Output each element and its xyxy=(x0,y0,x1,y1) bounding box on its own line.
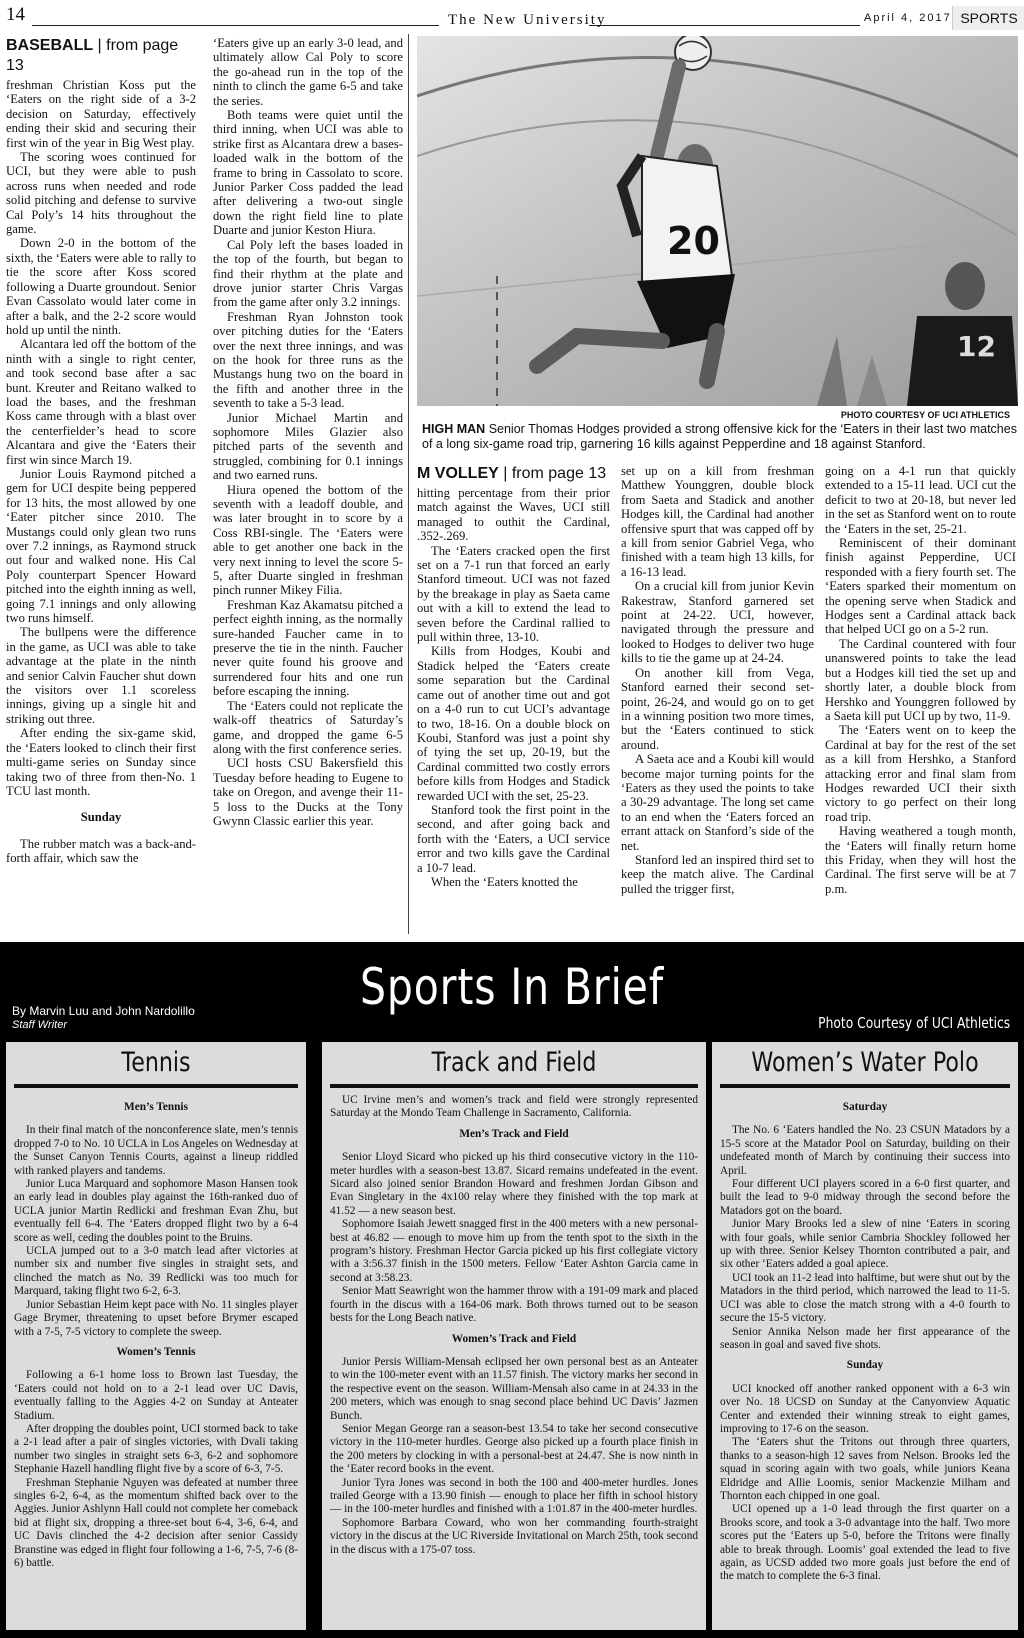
section-label: SPORTS xyxy=(952,6,1024,30)
volleyball-photo xyxy=(417,36,1018,406)
volleyball-photo-illustration xyxy=(417,36,1018,406)
caption-lead: HIGH MAN xyxy=(422,422,486,436)
paragraph: UCI took an 11-2 lead into halftime, but were shut out by the Matadors in the third period, which narrowed the lead to 11-5. UCI was able to close the match strong with a 4-0 fourth to secure the 15-5 victory. xyxy=(720,1271,1010,1325)
paragraph: When the ‘Eaters knotted the xyxy=(431,874,578,889)
heading-rule xyxy=(330,1084,698,1088)
track-intro: UC Irvine men’s and women’s track and field were strongly represented Saturday at the Mondo Team Challenge in Sacramento, California. xyxy=(330,1094,698,1120)
water-polo-heading: Women’s Water Polo xyxy=(751,1047,979,1078)
paragraph: set up on a kill from freshman Matthew Younggren, double block from Saeta and Stadick and another Hodges kill, the Cardinal had another offensive spurt that was capped off by a kill from senior Gabriel Vega, who finished with a team high 13 kills, for a 16-13 lead. xyxy=(621,464,814,579)
paragraph: The ‘Eaters shut the Tritons out through three quarters, thanks to a season-high 12 saves from Nelson. Brooks led the squad in scoring again with two goals, while juniors Keana Eldridge and Allie Loomis, senior Mackenzie Milham and Thornton each chipped in one goal. xyxy=(720,1436,1010,1502)
byline-role: Staff Writer xyxy=(12,1019,68,1031)
paragraph: The ‘Eaters could not replicate the walk-off theatrics of Saturday’s game, and dropped the game 6-5 along with the first conference series. xyxy=(213,698,403,756)
baseball-column-1 xyxy=(6,36,196,866)
paragraph: The bullpens were the difference in the game, as UCI was able to take advantage at the plate in the ninth and senior Calvin Faucher shut down the visitors over 1.1 scoreless innings, giving up a single hit and striking out three. xyxy=(6,625,196,726)
paragraph: Senior Megan George ran a season-best 13.54 to take her second consecutive victory in the 110-meter hurdles. George also picked up a fourth place finish in the 200 meters by clocking in with a personal-best at 24.47. She is now ninth in the ‘Eater record books in the event. xyxy=(330,1422,698,1476)
paragraph: Junior Michael Martin and sophomore Miles Glazier also pitched parts of the seventh and struggled, combining for 0.1 innings and two earned runs. xyxy=(213,410,403,483)
baseball-column-2 xyxy=(213,36,403,828)
paragraph: Cal Poly left the bases loaded in the top of the fourth, but began to find their rhythm at the plate and drove junior starter Chris Vargas from the game after only 3.2 innings. xyxy=(213,237,403,310)
photo-caption xyxy=(422,422,1018,452)
paragraph: Sophomore Barbara Coward, who won her commanding fourth-straight victory in the discus at the UC Riverside Invitational on March 25th, took second in the discus with a 175-07 toss. xyxy=(330,1516,698,1556)
paragraph: Junior Tyra Jones was second in both the 100 and 400-meter hurdles. Jones trailed George with a 13.90 finish — enough to place her fifth in school history — in the 100-meter hurdles and finished with a 1:01.87 in the 400-meter hurdles. xyxy=(330,1476,698,1516)
paragraph: Freshman Kaz Akamatsu pitched a perfect eighth inning, as the normally sure-handed Faucher came in to preserve the tie in the ninth. Faucher never quite found his groove and surrendered four hits and one run before escaping the inning. xyxy=(213,597,403,699)
heading-rule xyxy=(720,1084,1010,1088)
header-rule-right xyxy=(589,25,860,26)
baseball-kicker: BASEBALL | from page 13 xyxy=(6,37,179,74)
subhead-womens-tennis: Women’s Tennis xyxy=(116,1345,196,1358)
mvolley-kicker-title: M VOLLEY xyxy=(417,465,499,482)
mvolley-column-3 xyxy=(825,464,1016,896)
paragraph: After dropping the doubles point, UCI stormed back to take a 2-1 lead after a pair of singles victories, with Dvali taking number two singles in straight sets 6-3, 6-2 and sophomore Stephanie Hazell handling flight five by a score of 6-3, 7-5. xyxy=(14,1422,298,1476)
sports-in-brief xyxy=(0,942,1024,1638)
track-heading: Track and Field xyxy=(431,1047,597,1078)
mvolley-kicker: M VOLLEY | from page 13 xyxy=(417,465,607,482)
paragraph: Sophomore Isaiah Jewett snagged first in the 400 meters with a new personal-best at 46.82 — enough to move him up from the tenth spot to the sixth in the program’s history. Freshman Hector Garcia picked up his first collegiate victory with a 3:56.37 finish in the 1500 meters. Fellow ‘Eater Ashton Garcia came in second at 3:58.23. xyxy=(330,1218,698,1284)
baseball-kicker-title: BASEBALL xyxy=(6,37,94,54)
paragraph: Hiura opened the bottom of the seventh with a leadoff double, and was later brought in to score by a Coss RBI-single. The ‘Eaters were able to get another one back in the very next inning to level the score 5-5, after Duarte singled in freshman pinch runner Mikey Filia. xyxy=(213,482,403,598)
page-number: 14 xyxy=(6,4,25,25)
paragraph: After ending the six-game skid, the ‘Eaters looked to clinch their first multi-game series on Sunday since taking two of three from then-No. 1 TCU last month. xyxy=(6,726,196,798)
water-polo-column xyxy=(712,1042,1018,1630)
caption-text: Senior Thomas Hodges provided a strong offensive kick for the ‘Eaters in their last two matches of a long six-game road trip, garnering 16 kills against Pepperdine and 18 against Stanford. xyxy=(422,422,1017,451)
paragraph: On another kill from Vega, Stanford earned their second set-point, 26-24, and would go on to get in a winning position two more times, but the ‘Eaters continued to stick around. xyxy=(621,665,814,752)
publication-date: April 4, 2017 xyxy=(864,12,952,24)
paragraph: On a crucial kill from junior Kevin Rakestraw, Stanford garnered set point at 24-22. UCI, however, navigated through the pressure and looked to Hodges to deliver two huge kills to tie the game up at 24-24. xyxy=(621,579,814,666)
paragraph: Junior Sebastian Heim kept pace with No. 11 singles player Gage Brymer, threatening to upset before Brymer escaped with a 7-5, 7-5 victory to complete the sweep. xyxy=(14,1298,298,1338)
jersey-number-back: 12 xyxy=(957,330,996,363)
paragraph: Freshman Stephanie Nguyen was defeated at number three singles 6-2, 6-4, as the momentum shifted back over to the Aggies. Junior Ashlynn Hall could not complete her comeback bid at flight six, dropping a three-set bout 6-4, 3-6, 6-4, and UC Davis clinched the 4-2 decision after senior Cassidy Branstine was edged in flight four following a 1-6, 7-5, 7-6 (8-6) battle. xyxy=(14,1476,298,1569)
mvolley-column-2 xyxy=(621,464,814,896)
paragraph: The rubber match was a back-and-forth affair, which saw the xyxy=(6,836,196,866)
paragraph: Both teams were quiet until the third inning, when UCI was able to strike first as Alcantara drew a bases-loaded walk in the bottom of the frame to bring in Cassolato to score. Junior Parker Coss padded the lead after delivering a two-out single down the right field line to plate Duarte and junior Keston Hiura. xyxy=(213,108,403,238)
paragraph: The No. 6 ‘Eaters handled the No. 23 CSUN Matadors by a 15-5 score at the Matador Pool on Saturday, building on their undefeated month of March by continuing their success into April. xyxy=(720,1124,1010,1177)
paragraph: UCI hosts CSU Bakersfield this Tuesday before heading to Eugene to take on Oregon, and avenge their 11-5 loss to the Ducks at the Tony Gwynn Classic earlier this year. xyxy=(213,756,403,828)
mvolley-column-1 xyxy=(417,464,610,889)
paragraph: UCLA jumped out to a 3-0 match lead after victories at number six and number five singles in straight sets, and clinched the match as No. 39 Redlicki was too much for Marquard, taking flight two 6-2, 6-3. xyxy=(14,1245,298,1298)
subhead-sunday: Sunday xyxy=(846,1359,884,1372)
paragraph: freshman Christian Koss put the ‘Eaters on the right side of a 3-2 decision on Saturday, effectively ending their skid and securing their first win of the year in Big West play. xyxy=(6,78,196,150)
paragraph: A Saeta ace and a Koubi kill would become major turning points for the ‘Eaters as they used the points to take a 30-29 advantage. The long set came to an end when the ‘Eaters forced an errant attack on Stanford’s side of the net. xyxy=(621,752,814,853)
paragraph: Reminiscent of their dominant finish against Pepperdine, UCI responded with a fiery fourth set. The ‘Eaters sparked their momentum on the opening serve when Stadick and Hodges sent a Cardinal attack back that helped UCI go on a 5-2 run. xyxy=(825,536,1016,637)
column-divider xyxy=(408,34,409,934)
paragraph: Freshman Ryan Johnston took over pitching duties for the ‘Eaters over the next three innings, and was on the hook for three runs as the Mustangs hung two on the board in the fifth and another three in the seventh to take a 5-3 lead. xyxy=(213,309,403,411)
water-polo-body xyxy=(720,1094,1010,1584)
track-column xyxy=(322,1042,706,1630)
paragraph: Stanford led an inspired third set to keep the match alive. The Cardinal pulled the trigger first, xyxy=(621,852,814,896)
subhead-saturday: Saturday xyxy=(842,1101,888,1113)
paragraph: Alcantara led off the bottom of the ninth with a single to right center, and took second base after a sac bunt. Kreuter and Reitano walked to load the bases, and the freshman Koss came through with a blast over the centerfielder’s head to score Alcantara and give the ‘Eaters their first win since March 19. xyxy=(6,337,196,467)
paragraph: Having weathered a tough month, the ‘Eaters will finally return home this Friday, when they will host the Cardinal. The first serve will be at 7 p.m. xyxy=(825,824,1016,896)
paragraph: Junior Louis Raymond pitched a gem for UCI despite being peppered for 13 hits, the most allowed by one ‘Eater pitcher since 2010. The Mustangs could only glean two runs over 7.2 innings, as Raymond struck out four and walked none. His Cal Poly counterpart Spencer Howard pitched into the eighth inning as well, going 7.1 innings and only allowing two runs himself. xyxy=(6,466,196,626)
header-rule-left xyxy=(32,25,439,26)
subhead-mens-track: Men’s Track and Field xyxy=(459,1127,569,1140)
paragraph: The scoring woes continued for UCI, but they were able to push across runs when needed and rode solid pitching and defense to survive Cal Poly’s 14 hits throughout the game. xyxy=(6,150,196,237)
tennis-column xyxy=(6,1042,306,1630)
paragraph: Four different UCI players scored in a 6-0 first quarter, and built the lead to 9-0 midway through the second before the Matadors got on the board. xyxy=(720,1178,1010,1217)
paragraph: going on a 4-1 run that quickly extended to a 15-11 lead. UCI cut the deficit to two at 20-18, but never led in the set as Stanford went on to route the ‘Eaters in the set, 25-21. xyxy=(825,464,1016,536)
brief-photo-credit: Photo Courtesy of UCI Athletics xyxy=(817,1014,1010,1032)
paragraph: Following a 6-1 home loss to Brown last Tuesday, the ‘Eaters could not hold on to a 2-1 lead over UC Davis, eventually falling to the Aggies 4-2 on Sunday at Anteater Stadium. xyxy=(14,1369,298,1422)
page-header xyxy=(0,0,1024,34)
paragraph: hitting percentage from their prior match against the Waves, UCI still managed to outhit the Cardinal, .352-.269. xyxy=(417,486,610,544)
paragraph: The ‘Eaters cracked open the first set on a 7-1 run that forced an early Stanford timeout. UCI was not fazed by the breakage in play as Saeta came out with a kill to extend the lead to seven before the Cardinal rallied to pull within three, 13-10. xyxy=(417,543,610,645)
paragraph: UCI knocked off another ranked opponent with a 6-3 win over No. 18 UCSD on Sunday at the Canyonview Aquatic Center and extended their winning streak to eight games, improving to 17-6 on the season. xyxy=(720,1382,1010,1435)
paragraph: UCI opened up a 1-0 lead through the first quarter on a Brooks score, and took a 3-0 advantage into the half. Two more scores put the ‘Eaters up 5-0, before the Tritons were finally able to break through. Loomis’ goal extended the lead to five again, as UCSD added two more goals just before the end of the match to complete the 6-3 final. xyxy=(720,1503,1010,1583)
paragraph: The Cardinal countered with four unanswered points to take the lead but a Hodges kill tied the set up and shortly later, a double block from Hershko and Younggren followed by a Saeta kill put UCI up by two, 11-9. xyxy=(825,636,1016,723)
paragraph: ‘Eaters give up an early 3-0 lead, and ultimately allow Cal Poly to score the go-ahead run in the top of the ninth to clinch the game 6-5 and take the series. xyxy=(213,36,403,108)
paragraph: Junior Persis William-Mensah eclipsed her own personal best as an Anteater to win the 100-meter event with an 11.57 finish. The victory marks her second in the respective event on the season. William-Mensah also came in at 24.33 in the 200 meters, which was enough to snag second place behind UC Davis’ Jazmen Bunch. xyxy=(330,1355,698,1422)
paragraph: Junior Luca Marquard and sophomore Mason Hansen took an early lead in doubles play against the 16th-ranked duo of UCLA junior Martin Redlicki and freshman Evan Zhu, but eventually fell 6-4. The ‘Eaters dropped flight two by a 6-4 score as well, ceding the doubles point to the Bruins. xyxy=(14,1178,298,1244)
paragraph: Down 2-0 in the bottom of the sixth, the ‘Eaters were able to rally to tie the score after Koss scored following a Duarte groundout. Senior Evan Cassolato would later come in after a balk, and the 2-2 score would hold up until the ninth. xyxy=(6,236,196,337)
paragraph: Junior Mary Brooks led a slew of nine ‘Eaters in scoring with four goals, while senior Cambria Shockley followed her up with three. Senior Kelsey Thornton contributed a pair, and six other ‘Eaters added a goal apiece. xyxy=(720,1218,1010,1271)
mvolley-kicker-jump: from page 13 xyxy=(511,465,607,482)
heading-rule xyxy=(14,1084,298,1088)
tennis-heading: Tennis xyxy=(121,1047,191,1078)
paragraph: Stanford took the first point in the second, and after going back and forth with the ‘Eaters, a UCI service error and two kills gave the Cardinal a 10-7 lead. xyxy=(417,802,610,875)
track-body xyxy=(330,1094,698,1557)
paragraph: In their final match of the nonconference slate, men’s tennis dropped 7-0 to No. 10 UCLA in Los Angeles on Wednesday at the Sunset Canyon Tennis Courts, against a lineup riddled with ranked players and tandems. xyxy=(14,1124,298,1177)
byline-authors: By Marvin Luu and John Nardolillo xyxy=(12,1004,195,1018)
tennis-body xyxy=(14,1094,298,1570)
publication-title: The New University xyxy=(448,12,607,28)
paragraph: Senior Lloyd Sicard who picked up his third consecutive victory in the 110-meter hurdles with a season-best 13.87. Sicard remains undefeated in the event. Sicard also joined senior Brandon Howard and freshmen Jordan Gibson and Evan Singletary in the 4x100 relay where they finished with the top mark at 41.52 — a new season best. xyxy=(330,1151,698,1217)
baseball-kicker-jump: from page 13 xyxy=(6,37,179,74)
paragraph: Senior Annika Nelson made her first appearance of the season in goal and saved five shots. xyxy=(720,1325,1010,1351)
paragraph: The ‘Eaters went on to keep the Cardinal at bay for the rest of the set as a kill from Hershko, a Stanford attacking error and final slam from Hodges rewarded UCI their sixth victory to go perfect on their long road trip. xyxy=(825,723,1016,824)
photo-credit: PHOTO COURTESY OF UCI ATHLETICS xyxy=(840,410,1010,420)
baseball-subhead-sunday: Sunday xyxy=(80,810,122,825)
paragraph: Kills from Hodges, Koubi and Stadick helped the ‘Eaters create some separation but the Cardinal came out of another time out and got on a 4-0 run to cut UCI’s advantage to two, 18-16. On a double block on Koubi, Stanford was just a point shy of tying the set up, 20-19, but the Cardinal committed two costly errors before kills from Hodges and Stadick rewarded UCI with the set, 25-23. xyxy=(417,644,610,803)
subhead-womens-track: Women’s Track and Field xyxy=(451,1332,577,1345)
subhead-mens-tennis: Men’s Tennis xyxy=(124,1101,188,1113)
paragraph: Senior Matt Seawright won the hammer throw with a 191-09 mark and placed fourth in the discus with a 164-06 mark. Both throws turned out to be season bests for the Long Beach native. xyxy=(330,1285,698,1325)
jersey-number-front: 20 xyxy=(667,219,720,263)
brief-title: Sports In Brief xyxy=(360,958,664,1016)
brief-byline xyxy=(12,1004,195,1032)
